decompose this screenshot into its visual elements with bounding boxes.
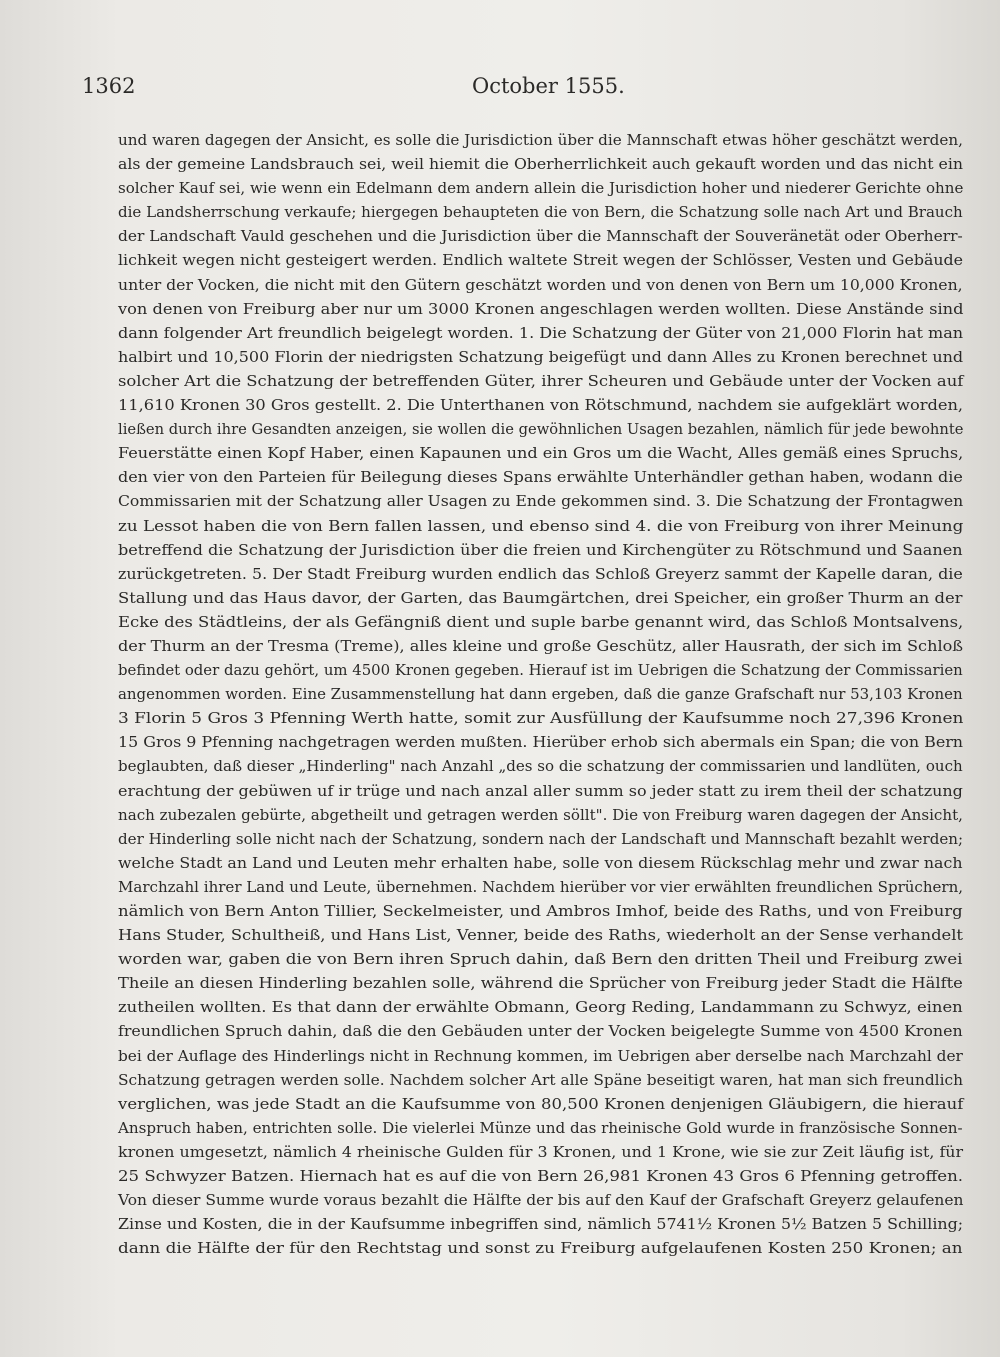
text-line: Zinse und Kosten, die in der Kaufsumme inbegriffen sind, nämlich 5741½ Kronen 5½ Batzen 5 Schilling; <box>118 1215 964 1234</box>
text-line: den vier von den Parteien für Beilegung dieses Spans erwählte Unterhändler gethan haben, wodann die <box>118 468 963 487</box>
text-line: nach zubezalen gebürte, abgetheilt und getragen werden söllt". Die von Freiburg waren dagegen der Ansicht, <box>118 805 963 824</box>
text-line: angenommen worden. Eine Zusammenstellung hat dann ergeben, daß die ganze Grafschaft nur 53,103 Kronen <box>118 685 963 704</box>
text-line: der Hinderling solle nicht nach der Schatzung, sondern nach der Landschaft und Mannschaft bezahlt werden; <box>118 829 964 848</box>
text-line: 15 Gros 9 Pfenning nachgetragen werden mußten. Hierüber erhob sich abermals ein Span; die von Bern <box>118 733 964 752</box>
text-line: 25 Schwyzer Batzen. Hiernach hat es auf die von Bern 26,981 Kronen 43 Gros 6 Pfenning getroffen. <box>118 1167 964 1186</box>
text-line: unter der Vocken, die nicht mit den Gütern geschätzt worden und von denen von Bern um 10,000 Kronen, <box>118 275 963 294</box>
text-line: Ecke des Städtleins, der als Gefängniß dient und suple barbe genannt wird, das Schloß Montsalvens, <box>118 612 964 631</box>
text-line: beglaubten, daß dieser „Hinderling" nach Anzahl „des so die schatzung der commissarien und landlüten, ouch <box>118 757 963 776</box>
text-line: befindet oder dazu gehört, um 4500 Kronen gegeben. Hierauf ist im Uebrigen die Schatzung der Commissarien <box>118 661 963 680</box>
text-line: nämlich von Bern Anton Tillier, Seckelmeister, und Ambros Imhof, beide des Raths, und von Freiburg <box>118 902 963 920</box>
text-line: von denen von Freiburg aber nur um 3000 Kronen angeschlagen werden wollten. Diese Anstände sind <box>118 299 964 318</box>
running-head: October 1555. <box>472 74 625 98</box>
text-line: Stallung und das Haus davor, der Garten, das Baumgärtchen, drei Speicher, ein großer Thurm an der <box>118 588 963 607</box>
text-line: und waren dagegen der Ansicht, es solle die Jurisdiction über die Mannschaft etwas höher geschätzt werden, <box>118 131 963 149</box>
text-line: lichkeit wegen nicht gesteigert werden. Endlich waltete Streit wegen der Schlösser, Vesten und Gebäude <box>118 251 963 270</box>
page-header <box>82 74 625 114</box>
text-line: Von dieser Summe wurde voraus bezahlt die Hälfte der bis auf den Kauf der Grafschaft Greyerz gelaufenen <box>118 1191 964 1210</box>
text-line: solcher Kauf sei, wie wenn ein Edelmann dem andern allein die Jurisdiction hoher und niederer Gerichte ohne <box>118 179 964 198</box>
text-line: der Landschaft Vauld geschehen und die Jurisdiction über die Mannschaft der Souveränetät oder Oberherr- <box>118 227 963 246</box>
text-line: halbirt und 10,500 Florin der niedrigsten Schatzung beigefügt und dann Alles zu Kronen berechnet und <box>118 347 964 366</box>
text-line: erachtung der gebüwen uf ir trüge und nach anzal aller summ so jeder statt zu irem theil der schatzung <box>118 781 963 800</box>
text-line: dann folgender Art freundlich beigelegt worden. 1. Die Schatzung der Güter von 21,000 Florin hat man <box>118 323 964 342</box>
text-line: Marchzahl ihrer Land und Leute, übernehmen. Nachdem hierüber vor vier erwählten freundlichen Sprüchern, <box>118 877 964 896</box>
text-line: die Landsherrschung verkaufe; hiergegen behaupteten die von Bern, die Schatzung solle nach Art und Brauch <box>118 203 963 222</box>
text-line: Anspruch haben, entrichten solle. Die vielerlei Münze und das rheinische Gold wurde in französische Sonnen- <box>118 1118 963 1137</box>
text-line: zurückgetreten. 5. Der Stadt Freiburg wurden endlich das Schloß Greyerz sammt der Kapelle daran, die <box>118 564 963 583</box>
text-line: worden war, gaben die von Bern ihren Spruch dahin, daß Bern den dritten Theil und Freiburg zwei <box>118 950 963 969</box>
text-line: Hans Studer, Schultheiß, und Hans List, Venner, beide des Raths, wiederholt an der Sense verhandelt <box>118 926 964 945</box>
text-line: freundlichen Spruch dahin, daß die den Gebäuden unter der Vocken beigelegte Summe von 4500 Kronen <box>118 1022 963 1041</box>
text-line: betreffend die Schatzung der Jurisdiction über die freien und Kirchengüter zu Rötschmund und Saanen <box>118 540 963 559</box>
text-line: Feuerstätte einen Kopf Haber, einen Kapaunen und ein Gros um die Wacht, Alles gemäß eines Spruchs, <box>118 444 964 463</box>
text-line: zutheilen wollten. Es that dann der erwählte Obmann, Georg Reding, Landammann zu Schwyz, einen <box>118 998 963 1017</box>
text-line: der Thurm an der Tresma (Treme), alles kleine und große Geschütz, aller Hausrath, der sich im Schloß <box>118 636 964 655</box>
text-line: kronen umgesetzt, nämlich 4 rheinische Gulden für 3 Kronen, und 1 Krone, wie sie zur Zeit läufig ist, für <box>118 1142 964 1161</box>
body-text <box>118 128 964 1258</box>
text-line: als der gemeine Landsbrauch sei, weil hiemit die Oberherrlichkeit auch gekauft worden und das nicht ein <box>118 155 963 174</box>
text-line: ließen durch ihre Gesandten anzeigen, sie wollen die gewöhnlichen Usagen bezahlen, nämlich für jede bewohnte <box>118 420 964 439</box>
text-line: dann die Hälfte der für den Rechtstag und sonst zu Freiburg aufgelaufenen Kosten 250 Kronen; an <box>118 1239 963 1258</box>
text-line: 11,610 Kronen 30 Gros gestellt. 2. Die Unterthanen von Rötschmund, nachdem sie aufgeklärt worden, <box>118 396 964 415</box>
text-line: solcher Art die Schatzung der betreffenden Güter, ihrer Scheuren und Gebäude unter der Vocken auf <box>118 371 964 390</box>
text-line: verglichen, was jede Stadt an die Kaufsumme von 80,500 Kronen denjenigen Gläubigern, die hierauf <box>118 1094 964 1113</box>
text-line: bei der Auflage des Hinderlings nicht in Rechnung kommen, im Uebrigen aber derselbe nach Marchzahl der <box>118 1046 963 1065</box>
text-line: 3 Florin 5 Gros 3 Pfenning Werth hatte, somit zur Ausfüllung der Kaufsumme noch 27,396 Kronen <box>118 709 964 728</box>
text-line: zu Lessot haben die von Bern fallen lassen, und ebenso sind 4. die von Freiburg von ihrer Meinung <box>118 516 964 535</box>
text-line: Commissarien mit der Schatzung aller Usagen zu Ende gekommen sind. 3. Die Schatzung der Frontagwen <box>118 492 964 511</box>
text-line: welche Stadt an Land und Leuten mehr erhalten habe, solle von diesem Rückschlag mehr und zwar nach <box>118 853 963 872</box>
text-line: Theile an diesen Hinderling bezahlen solle, während die Sprücher von Freiburg jeder Stadt die Hälfte <box>118 974 963 993</box>
text-line: Schatzung getragen werden solle. Nachdem solcher Art alle Späne beseitigt waren, hat man sich freundlich <box>118 1070 964 1089</box>
page-number: 1362 <box>82 74 136 98</box>
